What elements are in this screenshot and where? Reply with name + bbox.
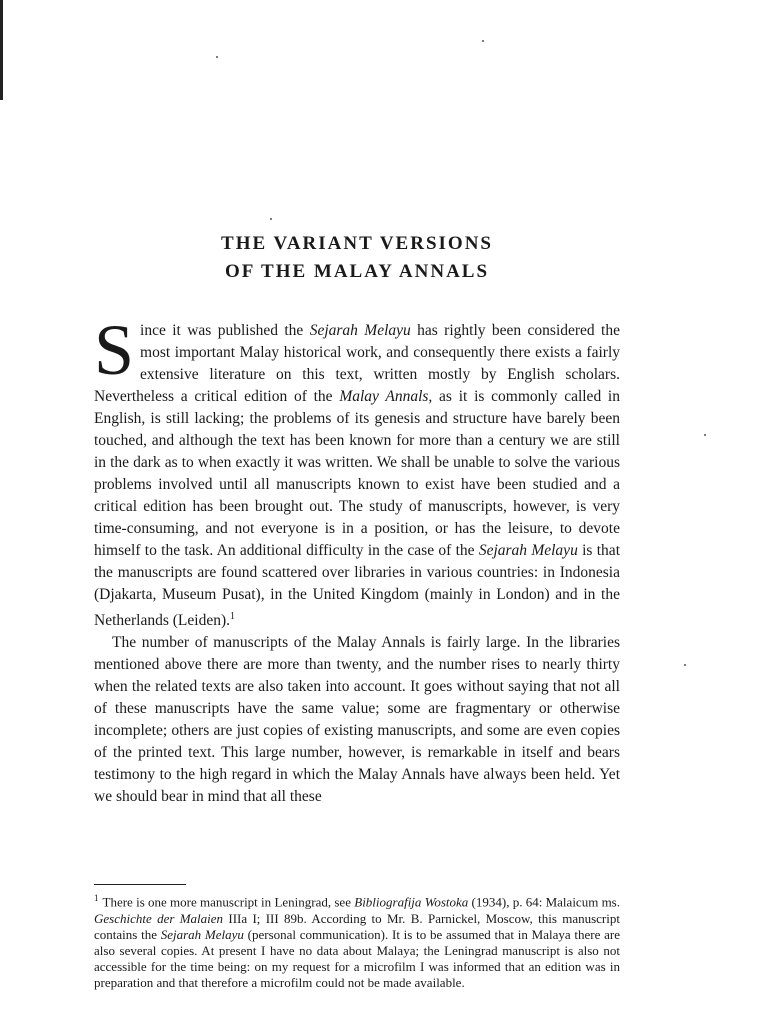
- scan-speck: [216, 56, 218, 58]
- italic-run: Sejarah Melayu: [309, 322, 411, 339]
- italic-run: Malay Annals,: [339, 388, 433, 405]
- text-run: as it is commonly called in English, is still lacking; the problems of its genesis and structure have barely been touched, and although the text has been known for more than a century we are still in the dark as to when exactly it was written. We shall be unable to solve the various problems involved until all manuscripts known to exist have been studied and a critical edition has been brought out. The study of manuscripts, however, is very time-consuming, and not everyone is in a position, or has the leisure, to devote himself to the task. An additional difficulty in the case of the: [94, 388, 620, 559]
- text-run: is that the manuscripts are found scattered over libraries in various countries: in Indonesia (Djakarta, Museum Pusat), in the United Kingdom (mainly in London) and in the Netherlands (Leiden).: [94, 542, 620, 630]
- scan-speck: [270, 218, 272, 220]
- text-run: ince it was published the: [140, 322, 310, 339]
- footnote-divider: [94, 884, 186, 885]
- title-line-1: THE VARIANT VERSIONS: [221, 233, 493, 254]
- paragraph-2: The number of manuscripts of the Malay Annals is fairly large. In the libraries mentioned above there are more than twenty, and the number rises to nearly thirty when the related texts are also taken into account. It goes without saying that not all of these manuscripts have the same value; some are fragmentary or otherwise incomplete; others are just copies of existing manuscripts, and some are even copies of the printed text. This large number, however, is remarkable in itself and bears testimony to the high regard in which the Malay Annals have always been held. Yet we should bear in mind that all these: [94, 634, 620, 806]
- italic-run: Sejarah Melayu: [478, 542, 578, 559]
- paragraph-1: [94, 310, 620, 632]
- footnote-mark: 1: [94, 893, 99, 903]
- footnote-reference[interactable]: 1: [230, 611, 235, 622]
- drop-cap: S: [94, 310, 135, 390]
- text-run: has rightly been considered the most important Malay historical work, and consequently there exists a fairly extensive literature on this text, written mostly by English scholars. Nevertheless a critical edition of the: [94, 322, 620, 405]
- scan-speck: [704, 434, 706, 436]
- text-run: (1934), p. 64: Malaicum ms.: [468, 894, 620, 910]
- italic-run: Sejarah Melayu: [160, 926, 244, 942]
- text-run: IIIa I; III 89b. According to Mr. B. Parnickel, Moscow, this manuscript contains the: [94, 910, 620, 942]
- scan-speck: [482, 40, 484, 42]
- scan-speck: [684, 664, 686, 666]
- scan-edge: [0, 0, 3, 100]
- title-line-2: OF THE MALAY ANNALS: [224, 261, 490, 282]
- footnote-1: [94, 890, 620, 992]
- body-text: [94, 310, 620, 808]
- text-run: There is one more manuscript in Leningrad, see: [102, 894, 355, 910]
- italic-run: Bibliografija Wostoka: [354, 894, 469, 910]
- italic-run: Geschichte der Malaien: [94, 910, 224, 926]
- text-run: (personal communication). It is to be assumed that in Malaya there are also several copies. At present I have no data about Malaya; the Leningrad manuscript is also not accessible for the time being: on my request for a microfilm I was informed that an edition was in preparation and that therefore a microfilm could not be made available.: [94, 926, 620, 991]
- page-title: [94, 230, 620, 286]
